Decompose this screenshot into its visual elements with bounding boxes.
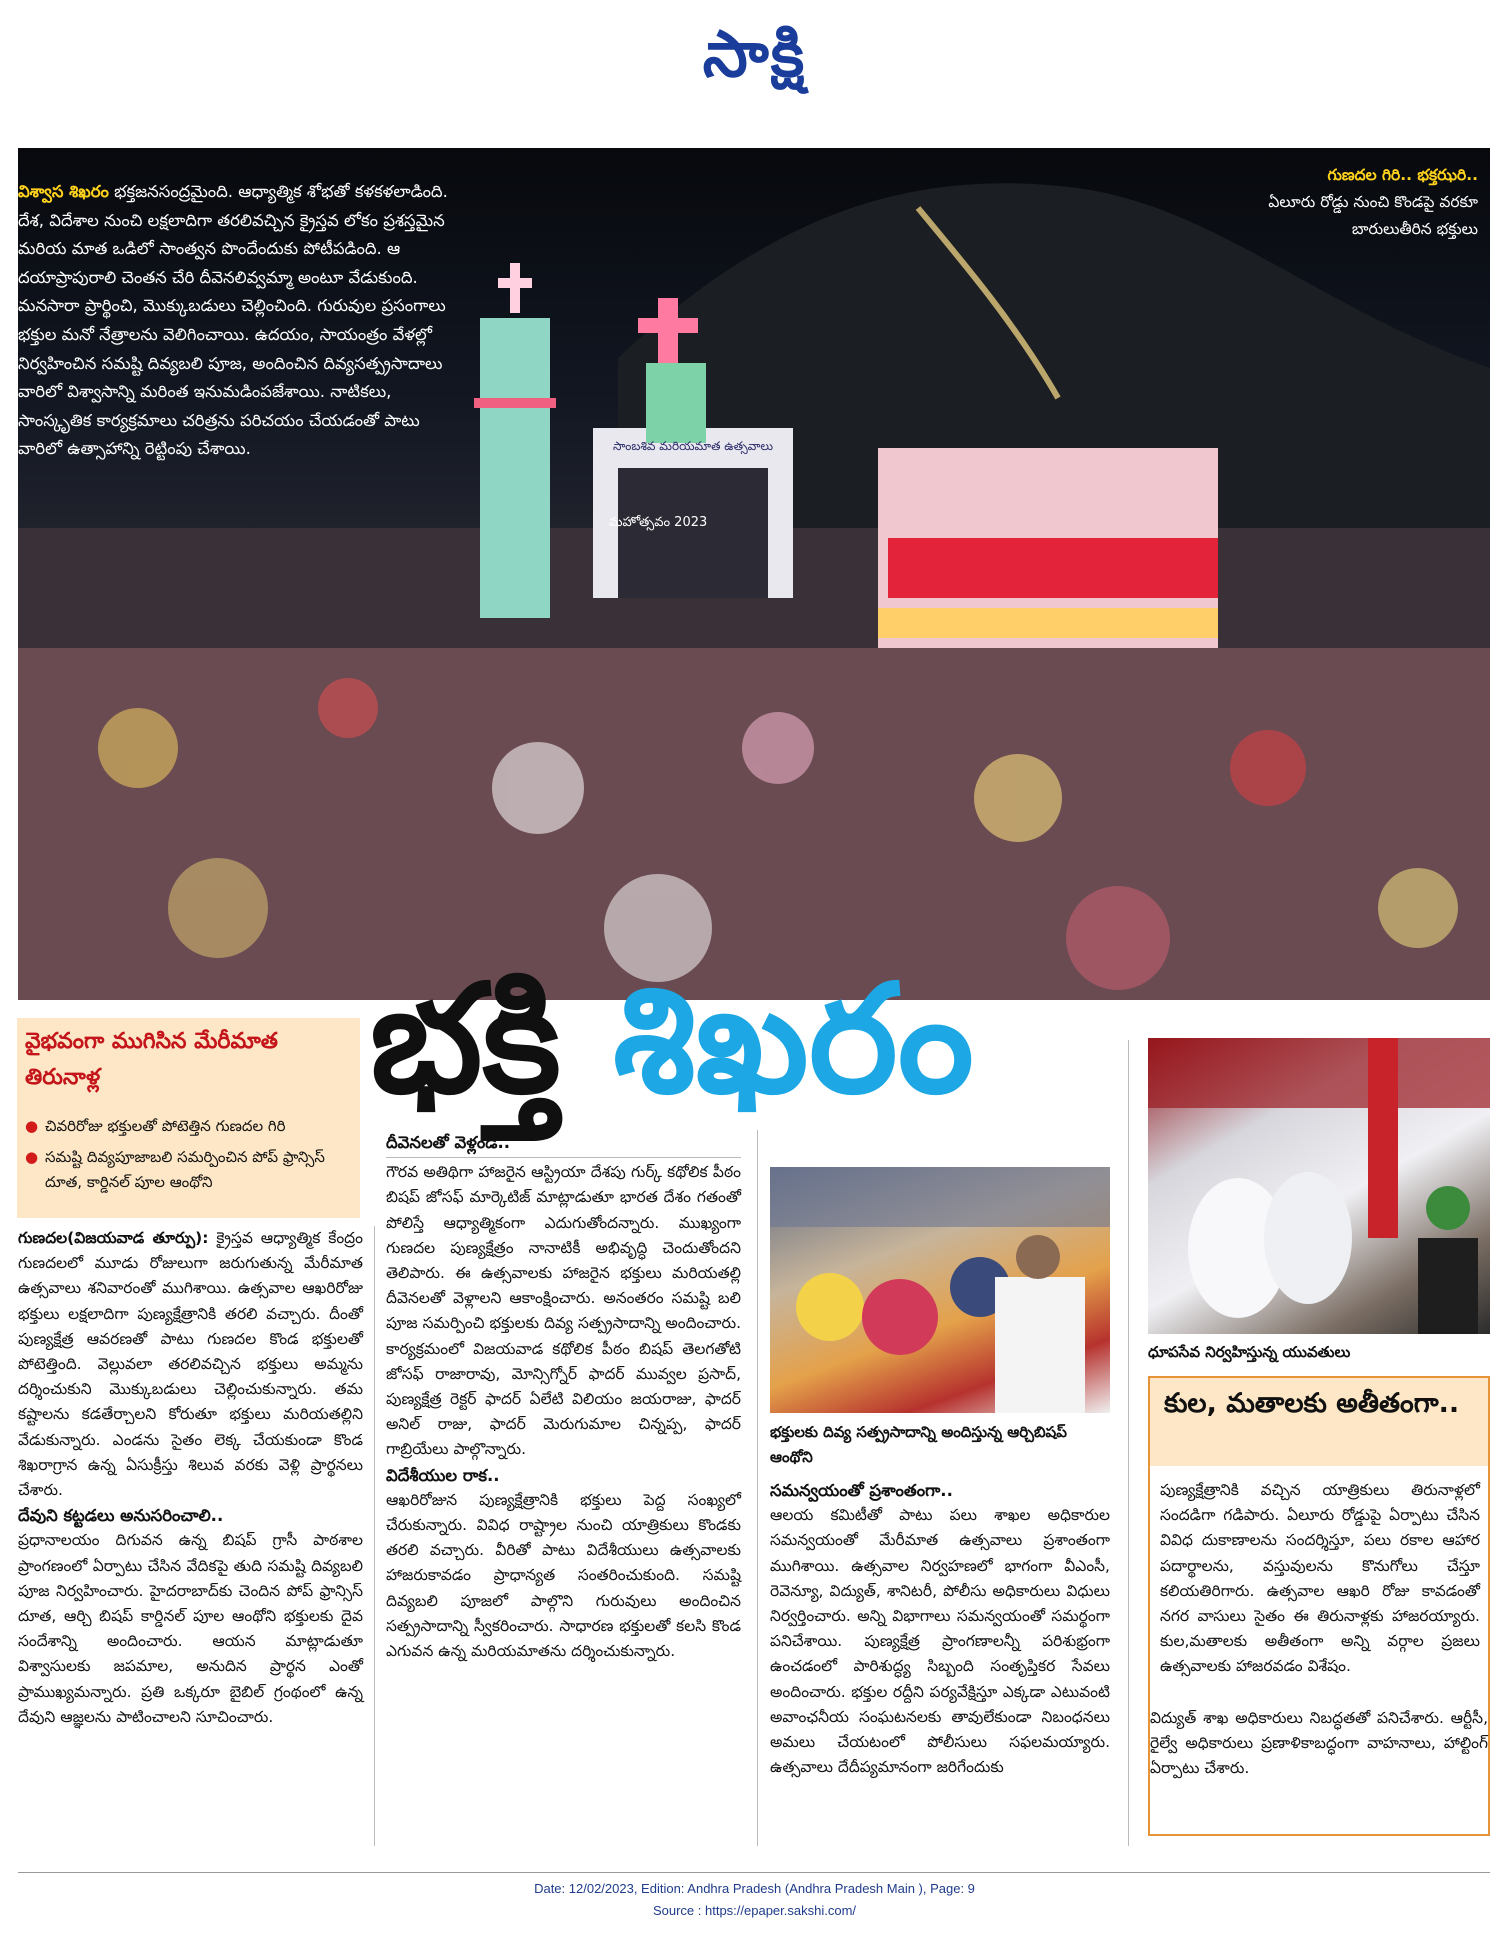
photo-communion-illustration	[770, 1167, 1110, 1413]
col3-heading-1: సమన్వయంతో ప్రశాంతంగా..	[770, 1481, 953, 1500]
photo-incense-illustration	[1148, 1038, 1490, 1334]
col1-paragraph-2: ప్రధానాలయం దిగువన ఉన్న బిషప్ గ్రాసీ పాఠశాల ప్రాంగణంలో ఏర్పాటు చేసిన వేదికపై తుది సమష్టి దివ్యబలి పూజ నిర్వహించారు. హైదరాబాద్‌కు చెందిన పోప్ ఫ్రాన్సిస్ దూత, ఆర్చి బిషప్ కార్డినల్ పూల ఆంథోని భక్తులకు దైవ సందేశాన్ని అందించారు. ఆయన మాట్లాడుతూ విశ్వాసులకు జపమాల, అనుదిన ప్రార్థన ఎంతో ప్రాముఖ్యమన్నారు. ప్రతి ఒక్కరూ బైబిల్ గ్రంథంలో ఉన్న దేవుని ఆజ్ఞలను పాటించాలని సూచించారు.	[18, 1531, 363, 1726]
intro-lead: విశ్వాస శిఖరం	[18, 182, 109, 201]
sidebar-box-title: కుల, మతాలకు అతీతంగా..	[1164, 1388, 1460, 1419]
column-3	[770, 1478, 1110, 1780]
subhead-bullet: ● చివరిరోజు భక్తులతో పోటెత్తిన గుణదల గిరి	[25, 1114, 357, 1139]
subhead-title: వైభవంగా ముగిసిన మేరీమాత తిరునాళ్ల	[25, 1029, 278, 1090]
hill-caption-title: గుణదల గిరి.. భక్తఝరి..	[1327, 166, 1478, 184]
col1-paragraph-1: క్రైస్తవ ఆధ్యాత్మిక కేంద్రం గుణదలలో మూడు రోజులుగా జరుగుతున్న మేరీమాత ఉత్సవాలు శనివారంతో ముగిశాయి. ఉత్సవాల ఆఖరిరోజు భక్తులు లక్షలాదిగా పుణ్యక్షేత్రానికి తరలి వచ్చారు. దీంతో పుణ్యక్షేత్ర ఆవరణతో పాటు గుణదల కొండ భక్తులతో పోటెత్తింది. వెల్లువలా తరలివచ్చిన భక్తులు అమ్మను దర్శించుకుని మొక్కుబడులు చెల్లించుకున్నారు. తమ కష్టాలను కడతేర్చాలని కోరుతూ భక్తులు మరియతల్లిని వేడుకున్నారు. ఎండను సైతం లెక్క చేయకుండా కొండ శిఖరాగ్రాన ఉన్న ఏసుక్రీస్తు శిలువ వరకు వెళ్లి ప్రార్థనలు చేశారు.	[18, 1229, 363, 1500]
year-banner: మహోత్సవం 2023	[608, 515, 708, 530]
footer-source[interactable]: Source : https://epaper.sakshi.com/	[652, 1903, 857, 1918]
headline	[370, 953, 974, 1127]
subhead-box	[17, 1018, 360, 1218]
column-divider	[1128, 1040, 1129, 1846]
hill-caption	[1228, 162, 1478, 243]
column-divider	[374, 1226, 375, 1846]
subhead-bullet: ● సమష్టి దివ్యపూజాబలి సమర్పించిన పోప్ ఫ్రాన్సిస్ దూత, కార్డినల్ పూల ఆంథోని	[25, 1145, 357, 1195]
footer	[0, 1878, 1509, 1922]
col3-paragraph-1: ఆలయ కమిటీతో పాటు పలు శాఖల అధికారుల సమన్వయంతో మేరీమాత ఉత్సవాలు ప్రశాంతంగా ముగిశాయి. ఉత్సవాల నిర్వహణలో భాగంగా వీఎంసీ, రెవెన్యూ, విద్యుత్, శానిటరీ, పోలీసు అధికారులు విధులు నిర్వర్తించారు. అన్ని విభాగాలు సమన్వయంతో సమర్థంగా పనిచేశాయి. పుణ్యక్షేత్ర ప్రాంగణాలన్నీ పరిశుభ్రంగా ఉంచడంలో పారిశుద్ధ్య సిబ్బంది సంతృప్తికర సేవలు అందించారు. భక్తుల రద్దీని పర్యవేక్షిస్తూ ఎక్కడా ఎటువంటి అవాంఛనీయ సంఘటనలకు తావులేకుండా నిబంధనలు అమలు చేయటంలో పోలీసులు సఫలమయ్యారు. ఉత్సవాలు దేదీప్యమానంగా జరిగేందుకు	[770, 1506, 1110, 1777]
headline-word-2: శిఖరం	[613, 953, 974, 1127]
photo-incense	[1148, 1038, 1490, 1334]
col2-paragraph-2: ఆఖరిరోజున పుణ్యక్షేత్రానికి భక్తులు పెద్ద సంఖ్యలో చేరుకున్నారు. వివిధ రాష్ట్రాల నుంచి యాత్రికులు కొండకు తరలి వచ్చారు. వీరితో పాటు విదేశీయులు ఉత్సవాలకు హాజరుకావడం ప్రాధాన్యత సంతరించుకుంది. సమష్టి దివ్యబలి పూజలో పాల్గొని గురువులు అందించిన సత్ప్రసాదాన్ని స్వీకరించారు. సాధారణ భక్తులతో కలసి కొండ ఎగువన ఉన్న మరియమాతను దర్శించుకున్నారు.	[386, 1490, 741, 1661]
intro-body: భక్తజనసంద్రమైంది. ఆధ్యాత్మిక శోభతో కళకళలాడింది. దేశ, విదేశాల నుంచి లక్షలాదిగా తరలివచ్చిన క్రైస్తవ లోకం ప్రశస్తమైన మరియ మాత ఒడిలో సాంత్వన పొందేందుకు పోటీపడింది. ఆ దయాప్రాపురాలి చెంతన చేరి దీవెనలివ్వమ్మా అంటూ వేడుకుంది. మనసారా ప్రార్థించి, మొక్కుబడులు చెల్లించింది. గురువుల ప్రసంగాలు భక్తుల మనో నేత్రాలను వెలిగించాయి. ఉదయం, సాయంత్రం వేళల్లో నిర్వహించిన సమష్టి దివ్యబలి పూజ, అందించిన దివ్యసత్ప్రసాదాలు వారిలో విశ్వాసాన్ని మరింత ఇనుమడింపజేశాయి. నాటికలు, సాంస్కృతిక కార్యక్రమాలు చరిత్రను పరిచయం చేయడంతో పాటు వారిలో ఉత్సాహాన్ని రెట్టింపు చేశాయి.	[18, 182, 448, 459]
col2-paragraph-1: గౌరవ అతిథిగా హాజరైన ఆస్ట్రియా దేశపు గుర్క్ కథోలిక పీఠం బిషప్ జోసఫ్ మార్కెటిజ్ మాట్లాడుతూ భారత దేశం గతంతో పోలిస్తే ఆధ్యాత్మికంగా ఎదుగుతోందన్నారు. ముఖ్యంగా గుణదల పుణ్యక్షేత్రం నానాటికీ అభివృద్ధి చెందుతోందని తెలిపారు. ఈ ఉత్సవాలకు హాజరైన భక్తులు మరియతల్లి దీవెనలతో వెళ్లాలని ఆకాంక్షించారు. అనంతరం సమష్టి బలి పూజ సమర్పించి భక్తులకు దివ్య సత్ప్రసాదాన్ని అందించారు. కార్యక్రమంలో విజయవాడ కథోలిక పీఠం బిషప్ తెలగతోటి జోసఫ్ రాజారావు, మోన్సిగ్నోర్ ఫాదర్ మువ్వల ప్రసాద్, పుణ్యక్షేత్ర రెక్టర్ ఫాదర్ ఏలేటి విలియం జయరాజు, ఫాదర్ అనిల్ రాజు, ఫాదర్ మెరుగుమాల చిన్నప్ప, ఫాదర్ గాబ్రియేలు పాల్గొన్నారు.	[386, 1163, 741, 1459]
photo-incense-caption: ధూపసేవ నిర్వహిస్తున్న యువతులు	[1148, 1343, 1351, 1361]
column-1	[18, 1226, 363, 1730]
masthead-logo: సాక్షి	[702, 18, 807, 92]
col2-rule	[386, 1157, 741, 1158]
arch-banner: సాంబశివ మరియమాత ఉత్సవాలు	[613, 439, 773, 453]
col2-heading-2: విదేశీయుల రాక..	[386, 1465, 500, 1485]
photo-communion	[770, 1167, 1110, 1413]
intro-paragraph	[18, 178, 463, 464]
hill-caption-text: ఏలూరు రోడ్డు నుంచి కొండపై వరకూ బారులుతీరిన భక్తులు	[1268, 193, 1478, 238]
footer-rule	[18, 1872, 1490, 1873]
col2-heading-1: దీవెనలతో వెళ్లండి..	[386, 1133, 510, 1152]
footer-date: Date: 12/02/2023, Edition: Andhra Pradesh (Andhra Pradesh Main ), Page: 9	[534, 1881, 975, 1896]
photo-communion-caption: భక్తులకు దివ్య సత్ప్రసాదాన్ని అందిస్తున్న ఆర్చిబిషప్ ఆంథోని	[770, 1423, 1067, 1466]
dateline: గుణదల(విజయవాడ తూర్పు):	[18, 1229, 209, 1247]
headline-word-1: భక్తి	[370, 953, 561, 1127]
subhead-bullets	[25, 1114, 357, 1201]
sidebar-box-header	[1150, 1378, 1488, 1466]
column-2	[386, 1130, 741, 1664]
sidebar-box-text: పుణ్యక్షేత్రానికి వచ్చిన యాత్రికులు తిరునాళ్లలో సందడిగా గడిపారు. ఏలూరు రోడ్డుపై ఏర్పాటు చేసిన వివిధ దుకాణాలను సందర్శిస్తూ, పలు రకాల ఆహార పదార్థాలను, వస్తువులను కొనుగోలు చేస్తూ కలియతిరిగారు. ఉత్సవాల ఆఖరి రోజు కావడంతో నగర వాసులు సైతం ఈ తిరునాళ్లకు హాజరయ్యారు. కుల,మతాలకు అతీతంగా అన్ని వర్గాల ప్రజలు ఉత్సవాలకు హాజరవడం విశేషం.	[1160, 1481, 1480, 1676]
column-4-end: విద్యుత్ శాఖ అధికారులు నిబద్ధతతో పనిచేశారు. ఆర్టీసీ, రైల్వే అధికారులు ప్రణాళికాబద్ధంగా వాహనాలు, హాల్టింగ్ ఏర్పాటు చేశారు.	[1150, 1709, 1488, 1778]
column-divider	[757, 1130, 758, 1846]
col1-heading-2: దేవుని కట్టడలు అనుసరించాలి..	[18, 1506, 224, 1526]
